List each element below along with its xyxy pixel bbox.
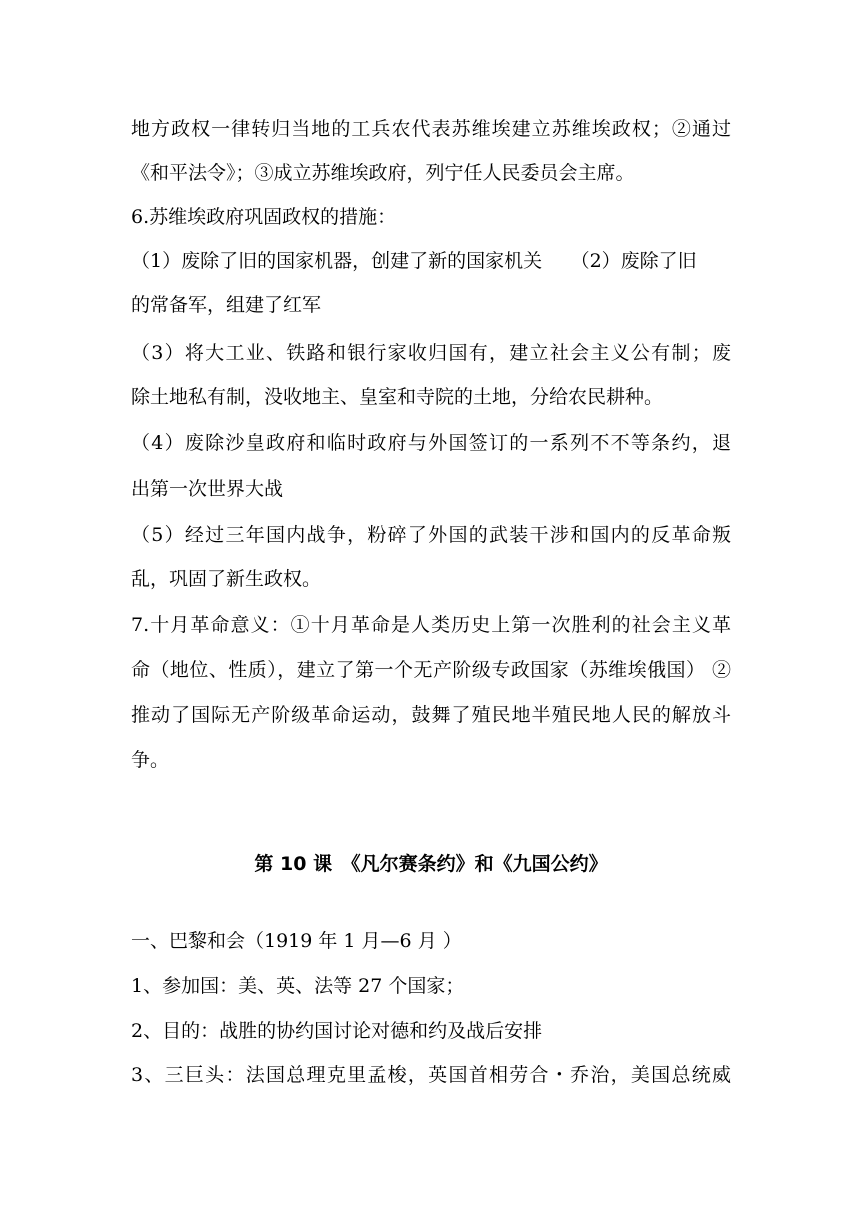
paragraph-line: 争。 xyxy=(131,749,170,771)
paragraph-line: 6.苏维埃政府巩固政权的措施： xyxy=(131,206,397,228)
paragraph-line: 乱，巩固了新生政权。 xyxy=(131,568,322,590)
paragraph-line: 1、参加国：美、英、法等 27 个国家； xyxy=(131,975,465,997)
paragraph-line: （1）废除了旧的国家机器，创建了新的国家机关 （2）废除了旧 xyxy=(131,250,697,272)
paragraph-line: 的常备军，组建了红军 xyxy=(131,294,322,316)
paragraph-line: （5）经过三年国内战争，粉碎了外国的武装干涉和国内的反革命叛 xyxy=(131,524,731,546)
paragraph-line: 命（地位、性质），建立了第一个无产阶级专政国家（苏维埃俄国） ② xyxy=(131,659,731,681)
lesson-heading: 第 10 课 《凡尔赛条约》和《九国公约》 xyxy=(254,853,608,875)
paragraph-line: 《和平法令》；③成立苏维埃政府，列宁任人民委员会主席。 xyxy=(131,162,635,184)
paragraph-line: 一、巴黎和会（1919 年 1 月—6 月 ） xyxy=(131,930,462,952)
paragraph-line: （4）废除沙皇政府和临时政府与外国签订的一系列不不等条约，退 xyxy=(131,432,731,454)
paragraph-line: 7.十月革命意义：①十月革命是人类历史上第一次胜利的社会主义革 xyxy=(131,614,731,636)
paragraph-line: 推动了国际无产阶级革命运动，鼓舞了殖民地半殖民地人民的解放斗 xyxy=(131,704,731,726)
paragraph-line: 地方政权一律转归当地的工兵农代表苏维埃建立苏维埃政权；②通过 xyxy=(131,118,731,140)
paragraph-line: 出第一次世界大战 xyxy=(131,478,284,500)
paragraph-line: （3）将大工业、铁路和银行家收归国有，建立社会主义公有制；废 xyxy=(131,342,731,364)
paragraph-line: 除土地私有制，没收地主、皇室和寺院的土地，分给农民耕种。 xyxy=(131,386,664,408)
paragraph-line: 2、目的：战胜的协约国讨论对德和约及战后安排 xyxy=(131,1020,543,1042)
paragraph-line: 3、三巨头：法国总理克里孟梭，英国首相劳合・乔治，美国总统威 xyxy=(131,1064,731,1086)
